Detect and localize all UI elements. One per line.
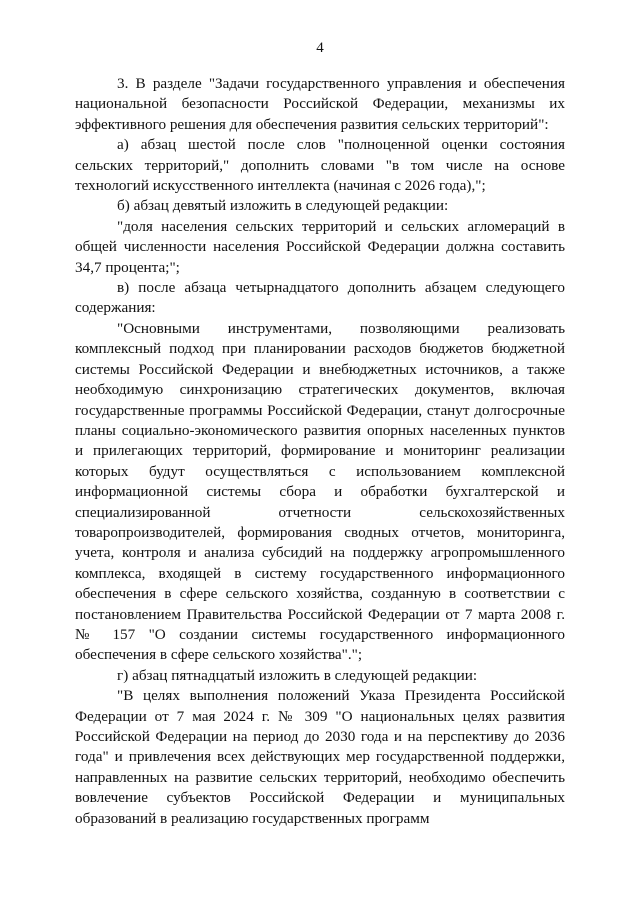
- paragraph-quote-v: "Основными инструментами, позволяющими реализовать комплексный подход при планировании расходов бюджетов бюджетной системы Российской Федерации и внебюджетных источников, а также необходимую синхронизацию стратегических документов, включая государственные программы Российской Федерации, станут долгосрочные планы социально-экономического развития опорных населенных пунктов и прилегающих территорий, формирование и мониторинг реализации которых будут осуществляться с использованием комплексной информационной системы сбора и обработки бухгалтерской и специализированной отчетности сельскохозяйственных товаропроизводителей, формирования сводных отчетов, мониторинга, учета, контроля и анализа субсидий на поддержку агропромышленного комплекса, входящей в систему государственного информационного обеспечения в сфере сельского хозяйства, созданную в соответствии с постановлением Правительства Российской Федерации от 7 марта 2008 г. № 157 "О создании системы государственного информационного обеспечения в сфере сельского хозяйства".";: [75, 319, 565, 664]
- document-body: [75, 74, 565, 829]
- paragraph-quote-b: "доля населения сельских территорий и сельских агломераций в общей численности населения Российской Федерации должна составить 34,7 процента;";: [75, 217, 565, 276]
- paragraph-item-b: б) абзац девятый изложить в следующей редакции:: [117, 197, 449, 215]
- paragraph-section-3-heading: 3. В разделе "Задачи государственного управления и обеспечения национальной безопасности Российской Федерации, механизмы их эффективного решения для обеспечения развития сельских территорий":: [75, 75, 565, 133]
- page-number: 4: [316, 40, 324, 56]
- paragraph-item-a: а) абзац шестой после слов "полноценной оценки состояния сельских территорий," дополнить словами "в том числе на основе технологий искусственного интеллекта (начиная с 2026 года),";: [75, 136, 565, 195]
- paragraph-item-v: в) после абзаца четырнадцатого дополнить абзацем следующего содержания:: [75, 279, 565, 317]
- paragraph-quote-g: "В целях выполнения положений Указа Президента Российской Федерации от 7 мая 2024 г. № 309 "О национальных целях развития Российской Федерации на период до 2030 года и на перспективу до 2036 года" и привлечения всех действующих мер государственной поддержки, направленных на развитие сельских территорий, необходимо обеспечить вовлечение субъектов Российской Федерации и муниципальных образований в реализацию государственных программ: [75, 687, 565, 827]
- paragraph-item-g: г) абзац пятнадцатый изложить в следующей редакции:: [117, 666, 478, 684]
